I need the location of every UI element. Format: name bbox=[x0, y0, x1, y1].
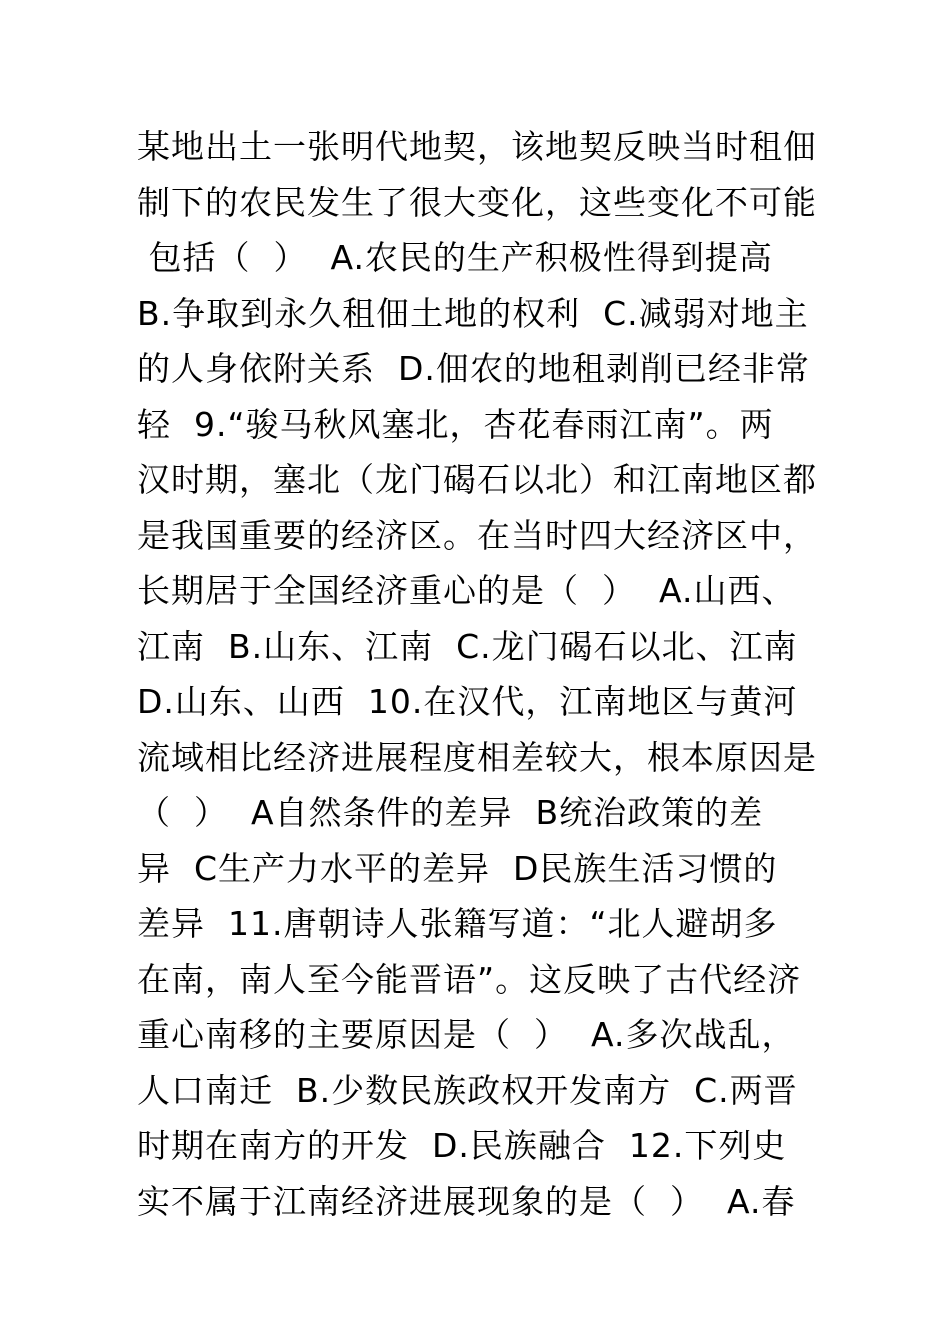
text-line: B.争取到永久租佃土地的权利 C.减弱对地主 bbox=[137, 293, 809, 333]
document-text-block bbox=[137, 119, 827, 1229]
text-line: 时期在南方的开发 D.民族融合 12.下列史 bbox=[137, 1126, 787, 1165]
text-line: 江南 B.山东、江南 C.龙门碣石以北、江南 bbox=[137, 626, 798, 666]
text-line: 人口南迁 B.少数民族政权开发南方 C.两晋 bbox=[137, 1070, 798, 1110]
text-line: 在南，南人至今能晋语”。这反映了古代经济 bbox=[137, 959, 802, 999]
text-line: D.山东、山西 10.在汉代，江南地区与黄河 bbox=[137, 682, 798, 721]
text-line: 的人身依附关系 D.佃农的地租剥削已经非常 bbox=[137, 349, 810, 388]
text-line: 长期居于全国经济重心的是（ ） A.山西、 bbox=[137, 571, 796, 610]
text-line: 某地出土一张明代地契，该地契反映当时租佃 bbox=[137, 127, 817, 166]
text-line: 包括（ ） A.农民的生产积极性得到提高 bbox=[137, 238, 773, 277]
text-line: 实不属于江南经济进展现象的是（ ） A.春 bbox=[137, 1181, 796, 1221]
text-line: 制下的农民发生了很大变化，这些变化不可能 bbox=[137, 182, 817, 222]
text-line: 重心南移的主要原因是（ ） A.多次战乱， bbox=[137, 1015, 796, 1054]
text-line: 流域相比经济进展程度相差较大，根本原因是 bbox=[137, 737, 817, 777]
text-line: 是我国重要的经济区。在当时四大经济区中， bbox=[137, 515, 817, 555]
text-line: 轻 9.“骏马秋风塞北，杏花春雨江南”。两 bbox=[137, 404, 774, 444]
text-line: 异 C生产力水平的差异 D民族生活习惯的 bbox=[137, 848, 778, 888]
text-line: （ ） A自然条件的差异 B统治政策的差 bbox=[137, 793, 764, 832]
text-line: 汉时期，塞北（龙门碣石以北）和江南地区都 bbox=[137, 460, 817, 499]
text-line: 差异 11.唐朝诗人张籍写道：“北人避胡多 bbox=[137, 904, 778, 943]
